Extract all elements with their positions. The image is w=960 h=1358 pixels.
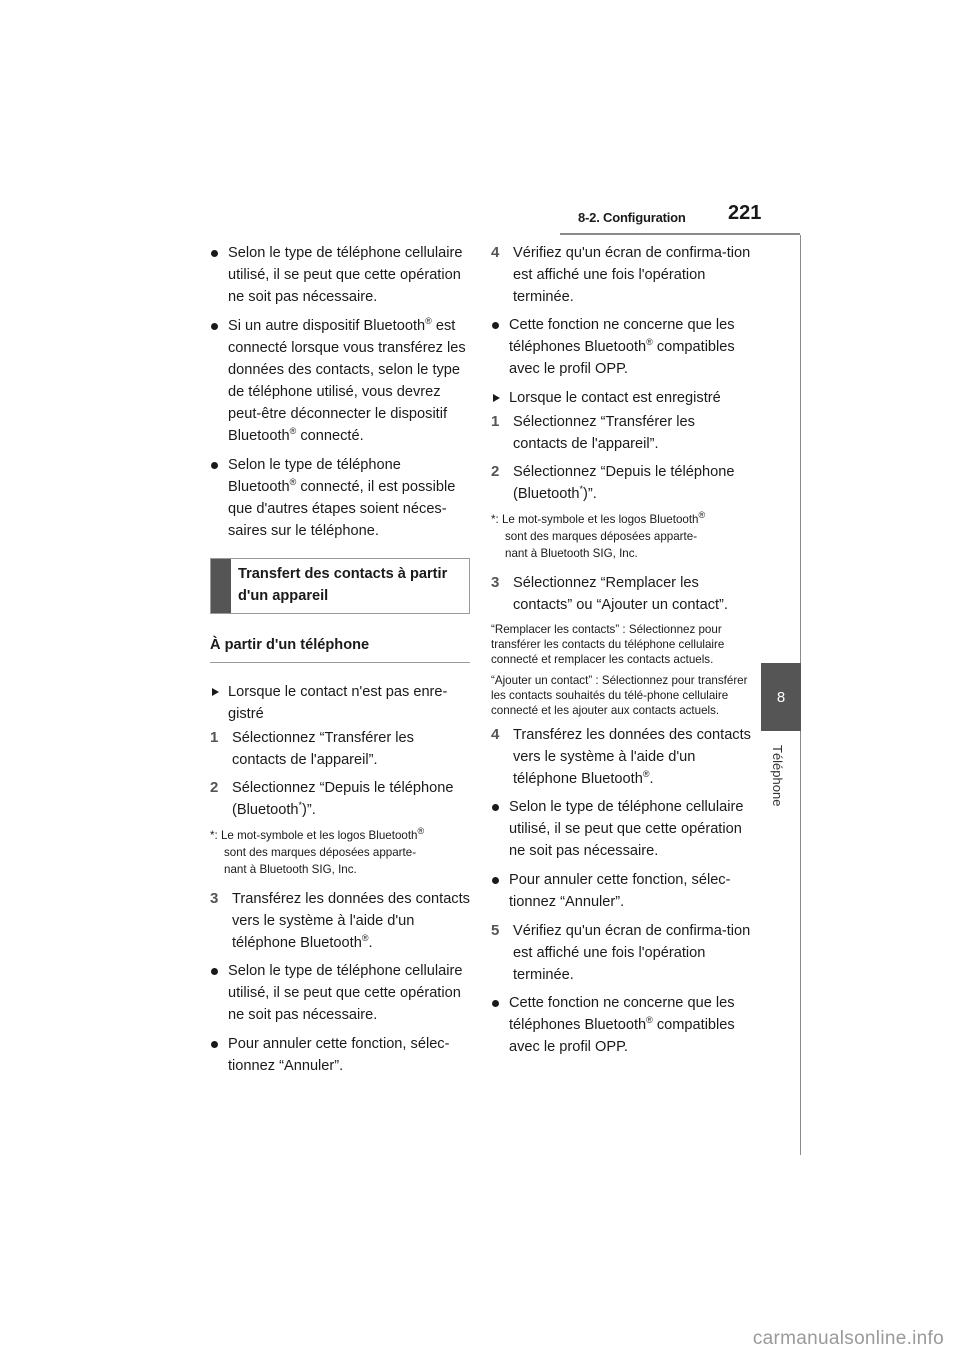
bullet-dot-icon — [211, 323, 218, 330]
bullet-item: Pour annuler cette fonction, sélec-tionnez “Annuler”. — [491, 869, 751, 913]
bullet-dot-icon — [211, 1041, 218, 1048]
step-item: 4 Transférez les données des contacts vers le système à l'aide d'un téléphone Bluetooth®. — [491, 726, 751, 787]
right-column — [491, 242, 751, 1065]
bullet-item: Selon le type de téléphone cellulaire utilisé, il se peut que cette opération ne soit pas nécessaire. — [210, 242, 470, 308]
bullet-item: Selon le type de téléphone cellulaire utilisé, il se peut que cette opération ne soit pas nécessaire. — [210, 960, 470, 1026]
sub-heading: Lorsque le contact est enregistré — [491, 387, 751, 409]
step-item: 2 Sélectionnez “Depuis le téléphone (Bluetooth*)”. — [210, 779, 454, 818]
header-divider — [560, 233, 800, 235]
section-title: À partir d'un téléphone — [210, 626, 470, 663]
chapter-tab: 8 — [761, 663, 801, 731]
box-title-bar — [211, 559, 231, 613]
sub-heading: Lorsque le contact n'est pas enre-gistré — [210, 681, 470, 725]
step-item: 1 Sélectionnez “Transférer les contacts de l'appareil”. — [491, 413, 695, 452]
subsection-box-title: Transfert des contacts à partir d'un appareil — [210, 558, 470, 614]
note-text: “Ajouter un contact” : Sélectionnez pour transférer les contacts souhaités du télé-phone cellulaire connecté et les ajouter aux contacts actuels. — [491, 674, 748, 717]
step-item: 5 Vérifiez qu'un écran de confirma-tion est affiché une fois l'opération terminée. — [491, 922, 751, 983]
step-item: 3 Transférez les données des contacts vers le système à l'aide d'un téléphone Bluetooth®. — [210, 890, 470, 951]
bullet-item: Cette fonction ne concerne que les téléphones Bluetooth® compatibles avec le profil OPP. — [491, 992, 751, 1058]
triangle-icon — [493, 394, 500, 402]
header-section-title: 8-2. Configuration — [578, 210, 686, 225]
bullet-dot-icon — [492, 322, 499, 329]
bullet-item: Si un autre dispositif Bluetooth® est connecté lorsque vous transférez les données des contacts, selon le type de téléphone utilisé, vous devrez peut-être déconnecter le dispositif Bluetooth® connecté. — [210, 315, 470, 447]
page-number: 221 — [728, 202, 762, 224]
left-column — [210, 242, 470, 1084]
bullet-dot-icon — [211, 250, 218, 257]
step-item: 3 Sélectionnez “Remplacer les contacts” ou “Ajouter un contact”. — [491, 574, 728, 613]
watermark: carmanualsonline.info — [752, 1328, 944, 1349]
bullet-dot-icon — [492, 804, 499, 811]
note-text: “Remplacer les contacts” : Sélectionnez pour transférer les contacts du téléphone cellulaire connecté et remplacer les contacts actuels. — [491, 623, 725, 666]
footnote: *: Le mot-symbole et les logos Bluetooth® sont des marques déposées apparte- nant à Bluetooth SIG, Inc. — [210, 826, 425, 876]
bullet-item: Pour annuler cette fonction, sélec-tionnez “Annuler”. — [210, 1033, 470, 1077]
chapter-label: Téléphone — [770, 745, 785, 807]
bullet-dot-icon — [492, 1000, 499, 1007]
bullet-item: Selon le type de téléphone Bluetooth® connecté, il est possible que d'autres étapes soient néces-saires sur le téléphone. — [210, 454, 470, 542]
step-item: 1 Sélectionnez “Transférer les contacts de l'appareil”. — [210, 729, 414, 768]
step-item: 2 Sélectionnez “Depuis le téléphone (Bluetooth*)”. — [491, 463, 735, 502]
bullet-dot-icon — [211, 968, 218, 975]
footnote: *: Le mot-symbole et les logos Bluetooth® sont des marques déposées apparte- nant à Bluetooth SIG, Inc. — [491, 510, 706, 560]
bullet-item: Cette fonction ne concerne que les téléphones Bluetooth® compatibles avec le profil OPP. — [491, 314, 751, 380]
bullet-dot-icon — [211, 462, 218, 469]
bullet-dot-icon — [492, 877, 499, 884]
step-item: 4 Vérifiez qu'un écran de confirma-tion est affiché une fois l'opération terminée. — [491, 244, 751, 305]
triangle-icon — [212, 688, 219, 696]
bullet-item: Selon le type de téléphone cellulaire utilisé, il se peut que cette opération ne soit pas nécessaire. — [491, 796, 751, 862]
